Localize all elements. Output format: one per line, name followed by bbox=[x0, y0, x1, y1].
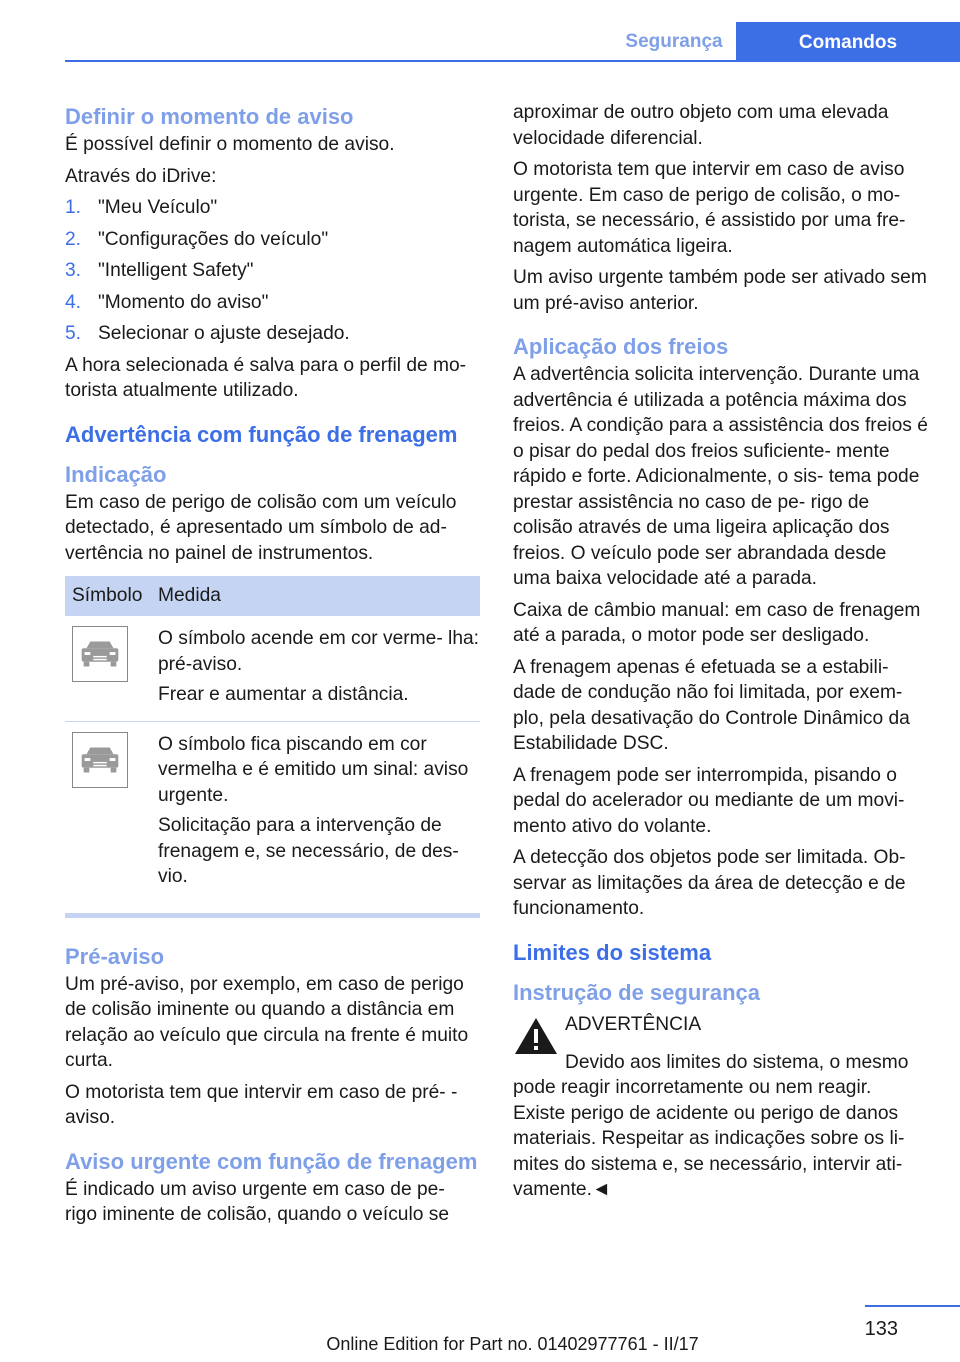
table-end-rule bbox=[65, 913, 480, 918]
list-text: "Intelligent Safety" bbox=[98, 260, 254, 281]
paragraph: A frenagem pode ser interrompida, pisando o pedal do acelerador ou mediante de um movi- mento ativo do volante. bbox=[513, 764, 905, 837]
paragraph: O motorista tem que intervir em caso de aviso urgente. Em caso de perigo de colisão, o mo- torista, se necessário, é assistido por uma fre- nagem automática ligeira. bbox=[513, 159, 906, 257]
heading-advertencia: Advertência com função de frenagem bbox=[65, 421, 458, 447]
car-warning-icon bbox=[72, 626, 128, 682]
paragraph: A detecção dos objetos pode ser limitada. Ob- servar as limitações da área de detecção e de funcionamento. bbox=[513, 847, 906, 919]
list-text: "Configurações do veículo" bbox=[98, 228, 329, 250]
list-item bbox=[65, 321, 480, 347]
list-text: "Meu Veículo" bbox=[98, 197, 218, 218]
paragraph: É possível definir o momento de aviso. bbox=[65, 134, 395, 155]
list-number: 1. bbox=[65, 197, 82, 218]
table-header-symbol: Símbolo bbox=[65, 576, 158, 616]
page-number: 133 bbox=[864, 1318, 898, 1340]
table-header-measure: Medida bbox=[158, 576, 480, 616]
list-number: 4. bbox=[65, 291, 82, 313]
header-section-label: Segurança bbox=[625, 31, 723, 52]
paragraph: É indicado um aviso urgente em caso de pe- rigo iminente de colisão, quando o veículo se bbox=[65, 1178, 449, 1225]
list-text: Selecionar o ajuste desejado. bbox=[98, 323, 350, 344]
paragraph: Em caso de perigo de colisão com um veículo detectado, é apresentado um símbolo de ad- vertência no painel de instrumentos. bbox=[65, 491, 457, 564]
heading-aplicacao-freios: Aplicação dos freios bbox=[513, 334, 729, 359]
warning-triangle-icon bbox=[513, 1016, 559, 1056]
list-item bbox=[65, 227, 480, 253]
paragraph: O motorista tem que intervir em caso de pré- -aviso. bbox=[65, 1081, 458, 1128]
table-row bbox=[65, 721, 480, 903]
table-row bbox=[65, 616, 480, 721]
paragraph: Um aviso urgente também pode ser ativado sem um pré-aviso anterior. bbox=[513, 267, 927, 314]
left-column bbox=[65, 100, 480, 1234]
heading-definir-momento: Definir o momento de aviso bbox=[65, 104, 354, 129]
paragraph: A hora selecionada é salva para o perfil de mo- torista atualmente utilizado. bbox=[65, 354, 467, 401]
footer-rule bbox=[865, 1305, 960, 1307]
heading-aviso-urgente: Aviso urgente com função de frenagem bbox=[65, 1148, 478, 1174]
paragraph: Caixa de câmbio manual: em caso de frenagem até a parada, o motor pode ser desligado. bbox=[513, 599, 921, 646]
warning-text: Devido aos limites do sistema, o mesmo pode reagir incorretamente ou nem reagir. Existe perigo de acidente ou perigo de danos materiais. Respeitar as indicações sobre os li- mites do sistema e, se necessário, intervir ati- vamente.◄ bbox=[513, 1051, 909, 1200]
idrive-steps-list bbox=[65, 195, 480, 347]
warning-title: ADVERTÊNCIA bbox=[565, 1013, 702, 1035]
car-warning-icon bbox=[72, 732, 128, 788]
header-rule bbox=[65, 60, 960, 62]
table-cell-text: O símbolo acende em cor verme- lha: pré-aviso. bbox=[158, 628, 479, 675]
paragraph: aproximar de outro objeto com uma elevada velocidade diferencial. bbox=[513, 102, 889, 149]
list-number: 2. bbox=[65, 228, 82, 250]
list-number: 3. bbox=[65, 260, 82, 281]
list-text: "Momento do aviso" bbox=[98, 291, 269, 313]
table-cell-text: O símbolo fica piscando em cor vermelha e é emitido um sinal: aviso urgente. bbox=[158, 733, 469, 806]
heading-preaviso: Pré-aviso bbox=[65, 943, 165, 969]
paragraph: Um pré-aviso, por exemplo, em caso de perigo de colisão iminente ou quando a distância em relação ao veículo que circula na frente é muito curta. bbox=[65, 973, 469, 1071]
paragraph: Através do iDrive: bbox=[65, 165, 217, 187]
heading-limites-sistema: Limites do sistema bbox=[513, 939, 712, 965]
right-column bbox=[513, 100, 928, 1209]
paragraph: A advertência solicita intervenção. Durante uma advertência é utilizada a potência máxima dos freios. A condição para a assistência dos freios é o pisar do pedal dos freios suficiente- mente rápido e forte. Adicionalmente, o sis- tema pode prestar assistência no caso de pe- rigo de colisão através de uma ligeira aplicação dos freios. O veículo pode ser abrandada desde uma baixa velocidade até a parada. bbox=[513, 364, 928, 589]
heading-instrucao-seguranca: Instrução de segurança bbox=[513, 979, 760, 1005]
edition-footer: Online Edition for Part no. 01402977761 - II/17 bbox=[326, 1334, 699, 1354]
heading-indicacao: Indicação bbox=[65, 461, 167, 487]
paragraph: A frenagem apenas é efetuada se a estabili- dade de condução não foi limitada, por exem- plo, pela desativação do Controle Dinâmico da Estabilidade DSC. bbox=[513, 656, 910, 754]
table-cell-text: Frear e aumentar a distância. bbox=[158, 684, 409, 705]
list-number: 5. bbox=[65, 323, 82, 344]
list-item bbox=[65, 195, 480, 221]
list-item bbox=[65, 258, 480, 284]
header-chapter-tab: Comandos bbox=[736, 22, 960, 62]
symbol-table bbox=[65, 576, 480, 903]
list-item bbox=[65, 290, 480, 316]
table-cell-text: Solicitação para a intervenção de frenagem e, se necessário, de des- vio. bbox=[158, 815, 459, 887]
